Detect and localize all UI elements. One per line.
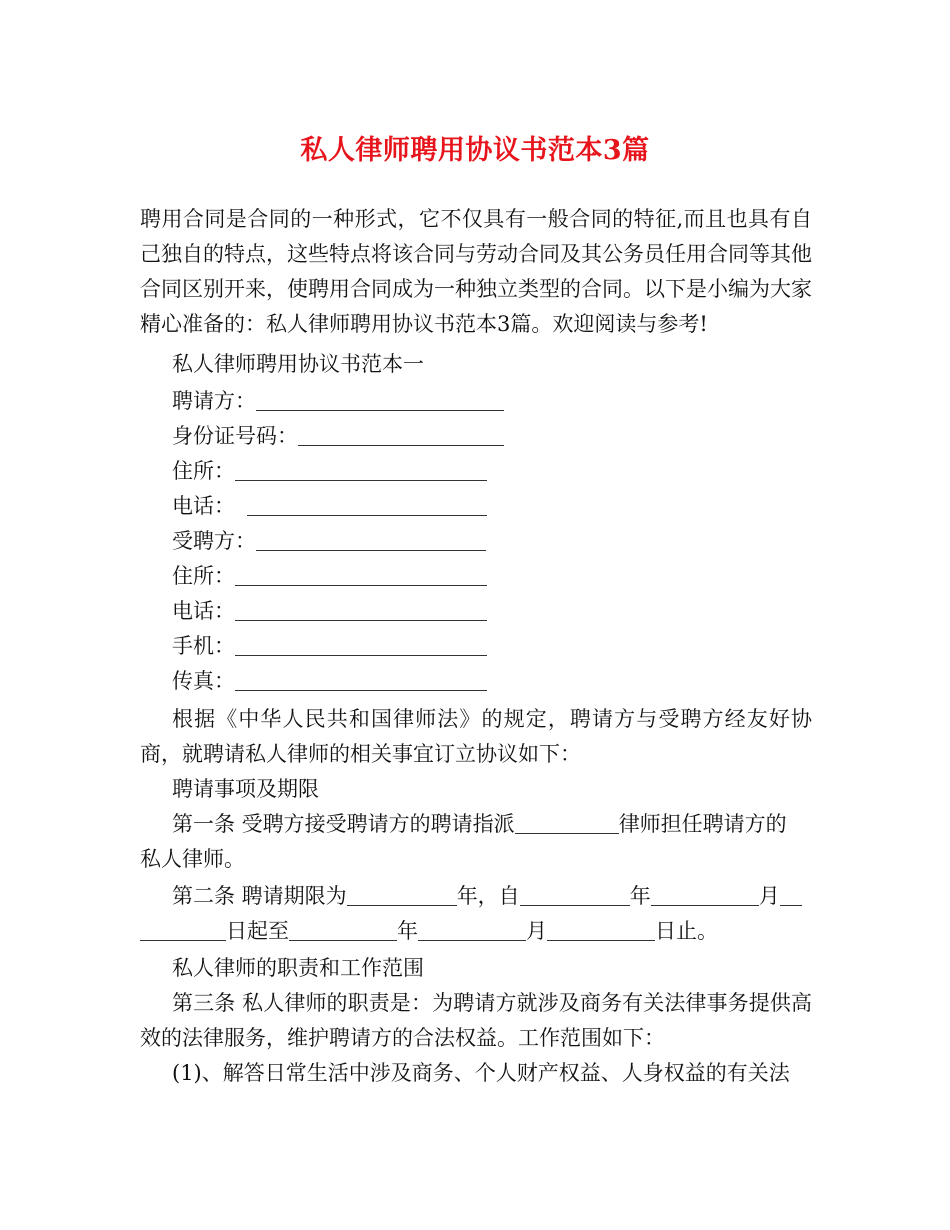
field-label: 聘请方： bbox=[172, 389, 256, 413]
intro-paragraph: 聘用合同是合同的一种形式，它不仅具有一般合同的特征,而且也具有自己独自的特点，这些特点将该合同与劳动合同及其公务员任用合同等其他合同区别开来，使聘用合同成为一种独立类型的合同。以下是小编为大家精心准备的：私人律师聘用协议书范本3篇。欢迎阅读与参考! bbox=[140, 207, 812, 336]
blank-line[interactable] bbox=[235, 598, 487, 621]
blank-line[interactable] bbox=[515, 811, 619, 834]
blank-line[interactable] bbox=[235, 633, 487, 656]
blank-line[interactable] bbox=[418, 918, 526, 941]
field-label: 手机： bbox=[172, 634, 235, 658]
article-2-text: 年 bbox=[397, 919, 418, 943]
article-2-text: 年，自 bbox=[456, 884, 520, 908]
section1-heading: 私人律师聘用协议书范本一 bbox=[172, 352, 424, 376]
field-address bbox=[172, 457, 487, 485]
field-phone bbox=[172, 492, 487, 520]
field-label: 电话： bbox=[172, 494, 235, 518]
blank-line[interactable] bbox=[247, 493, 487, 516]
article-2-line-1 bbox=[172, 882, 802, 910]
field-address-2 bbox=[172, 562, 487, 590]
field-label: 身份证号码： bbox=[172, 424, 298, 448]
blank-line[interactable] bbox=[235, 563, 487, 586]
blank-line[interactable] bbox=[256, 528, 486, 551]
basis-paragraph: 根据《中华人民共和国律师法》的规定，聘请方与受聘方经友好协商，就聘请私人律师的相关事宜订立协议如下： bbox=[140, 707, 812, 766]
blank-line[interactable] bbox=[298, 423, 504, 446]
blank-line[interactable] bbox=[651, 883, 759, 906]
article-1-line-1 bbox=[172, 810, 787, 838]
article-1-text: 律师担任聘请方的 bbox=[618, 812, 787, 836]
article-1-line-2: 私人律师。 bbox=[140, 847, 245, 871]
blank-line[interactable] bbox=[547, 918, 655, 941]
article-2-text: 日起至 bbox=[226, 919, 289, 943]
field-fax bbox=[172, 667, 487, 695]
article-2-line-2 bbox=[140, 917, 718, 945]
article-2-text: 月 bbox=[526, 919, 547, 943]
field-label: 传真： bbox=[172, 669, 235, 693]
heading-term: 聘请事项及期限 bbox=[172, 777, 319, 801]
article-2-text: 第二条 聘请期限为 bbox=[172, 884, 347, 908]
field-id-number bbox=[172, 422, 504, 450]
blank-line[interactable] bbox=[520, 883, 630, 906]
blank-line[interactable] bbox=[235, 458, 487, 481]
article-1-text: 第一条 受聘方接受聘请方的聘请指派 bbox=[172, 812, 515, 836]
blank-line[interactable] bbox=[289, 918, 397, 941]
heading-scope: 私人律师的职责和工作范围 bbox=[172, 956, 424, 980]
field-phone-2 bbox=[172, 597, 487, 625]
article-2-text: 月 bbox=[758, 884, 780, 908]
field-label: 住所： bbox=[172, 459, 235, 483]
blank-line[interactable] bbox=[235, 668, 487, 691]
field-employee bbox=[172, 527, 486, 555]
article-3-paragraph: 第三条 私人律师的职责是：为聘请方就涉及商务有关法律事务提供高效的法律服务，维护聘请方的合法权益。工作范围如下： bbox=[140, 991, 812, 1050]
article-2-text: 日止。 bbox=[655, 919, 718, 943]
article-2-text: 年 bbox=[629, 884, 651, 908]
blank-line[interactable] bbox=[256, 388, 504, 411]
field-employer bbox=[172, 387, 504, 415]
blank-line[interactable] bbox=[347, 883, 457, 906]
document-title: 私人律师聘用协议书范本3篇 bbox=[300, 135, 650, 166]
field-label: 受聘方： bbox=[172, 529, 256, 553]
field-label: 住所： bbox=[172, 564, 235, 588]
list-item-1: (1)、解答日常生活中涉及商务、个人财产权益、人身权益的有关法 bbox=[172, 1061, 790, 1085]
blank-line[interactable] bbox=[140, 918, 226, 941]
field-label: 电话： bbox=[172, 599, 235, 623]
field-mobile bbox=[172, 632, 487, 660]
blank-line[interactable] bbox=[780, 883, 802, 906]
